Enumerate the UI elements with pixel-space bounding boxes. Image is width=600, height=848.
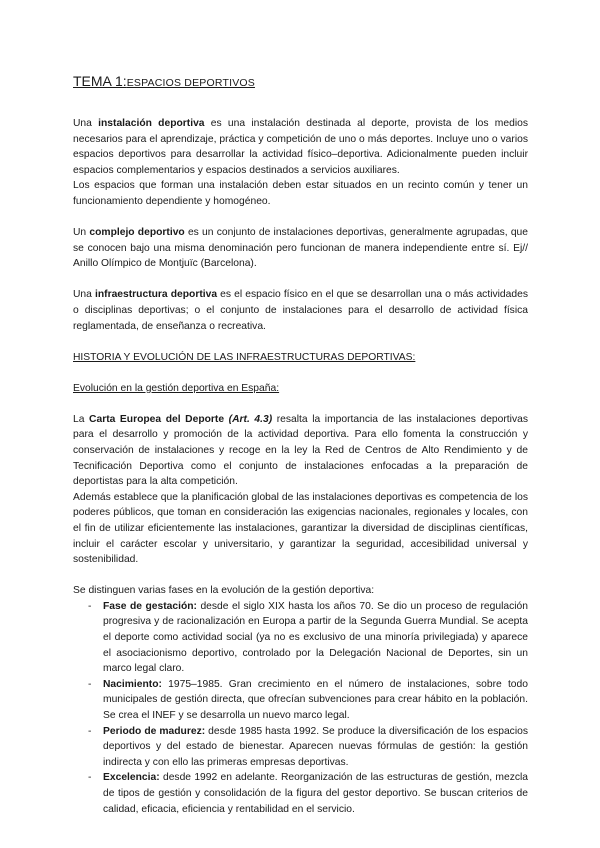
- phase-name: Fase de gestación:: [103, 600, 197, 612]
- phases-intro: Se distinguen varias fases en la evolución de la gestión deportiva:: [73, 585, 375, 597]
- article-ref: (Art. 4.3): [224, 413, 273, 425]
- paragraph-infraestructura: Una infraestructura deportiva es el espacio físico en el que se desarrollan una o más actividades o disciplinas deportivas; o el conjunto de instalaciones para el desarrollo de actividad física reglamentada, de enseñanza o recreativa.: [73, 289, 528, 332]
- paragraph-complejo: Un complejo deportivo es un conjunto de instalaciones deportivas, generalmente agrupadas, que se conocen bajo una misma denominación pero funcionan de manera independiente entre sí. Ej// Anillo Olímpico de Montjuïc (Barcelona).: [73, 227, 528, 270]
- phase-name: Excelencia:: [103, 772, 160, 784]
- term-instalacion-deportiva: instalación deportiva: [98, 118, 205, 129]
- list-item: - Excelencia: desde 1992 en adelante. Reorganización de las estructuras de gestión, mezcla de tipos de gestión y consolidación de la figura del gestor deportivo. Se buscan criterios de calidad, eficacia, eficiencia y rentabilidad en el servicio.: [88, 772, 528, 815]
- spain-heading: Evolución en la gestión deportiva en España:: [73, 382, 280, 394]
- paragraph-carta-europea-2: Además establece que la planificación global de las instalaciones deportivas es competencia de los poderes públicos, que toman en consideración las exigencias nacionales, regionales y locales, con el fin de utilizar eficientemente las instalaciones, garantizar la diversidad de disciplinas científicas, incluir el carácter escolar y universitario, y garantizar la seguridad, accesibilidad universal y sostenibilidad.: [73, 491, 528, 566]
- title-tema: TEMA 1:: [73, 73, 127, 89]
- list-item: - Fase de gestación: desde el siglo XIX hasta los años 70. Se dio un proceso de regulación progresiva y de racionalización en Europa a partir de la Segunda Guerra Mundial. Se acepta el deporte como actividad social (ya no es exclusivo de una minoría privilegiada) y aparece el asociacionismo deportivo, controlado por la Delegación Nacional de Deportes, sin un marco legal claro.: [88, 600, 529, 675]
- title-subtitle: ESPACIOS DEPORTIVOS: [126, 77, 255, 89]
- paragraph-instalacion: Una instalación deportiva es una instalación destinada al deporte, provista de los medios necesarios para el aprendizaje, práctica y competición de uno o más deportes. Incluye uno o varios espacios deportivos para desarrollar la actividad físico–deportiva. Adicionalmente pueden incluir espacios complementarios y espacios destinados a servicios auxiliares.: [73, 118, 528, 176]
- term-complejo-deportivo: complejo deportivo: [89, 227, 185, 239]
- list-item: - Periodo de madurez: desde 1985 hasta 1992. Se produce la diversificación de los espacios deportivos y del estado de bienestar. Aparecen nuevas fórmulas de gestión: la gestión indirecta y con ello las primeras empresas deportivas.: [88, 725, 528, 768]
- phase-name: Periodo de madurez:: [103, 725, 206, 737]
- phases-list: [73, 599, 528, 817]
- history-heading: HISTORIA Y EVOLUCIÓN DE LAS INFRAESTRUCTURAS DEPORTIVAS:: [73, 351, 416, 363]
- page-title: [73, 72, 528, 92]
- term-infraestructura-deportiva: infraestructura deportiva: [94, 289, 218, 301]
- list-item: - Nacimiento: 1975–1985. Gran crecimiento en el número de instalaciones, sobre todo municipales de gestión directa, que ofrecían subvenciones para crear hábito en la población. Se crea el INEF y se desarrolla un nuevo marco legal.: [88, 678, 528, 721]
- term-carta-europea: Carta Europea del Deporte: [89, 413, 225, 425]
- phase-name: Nacimiento:: [103, 678, 162, 690]
- paragraph-instalacion-2: Los espacios que forman una instalación deben estar situados en un recinto común y tener un funcionamiento dependiente y homogéneo.: [73, 180, 528, 207]
- paragraph-carta-europea: La Carta Europea del Deporte (Art. 4.3) resalta la importancia de las instalaciones deportivas para el desarrollo y promoción de la actividad deportiva. Para ello fomenta la construcción y conservación de instalaciones y recoge en la ley la Red de Centros de Alto Rendimiento y de Tecnificación Deportiva como el conjunto de instalaciones enfocadas a la preparación de deportistas para la alta competición.: [73, 413, 528, 488]
